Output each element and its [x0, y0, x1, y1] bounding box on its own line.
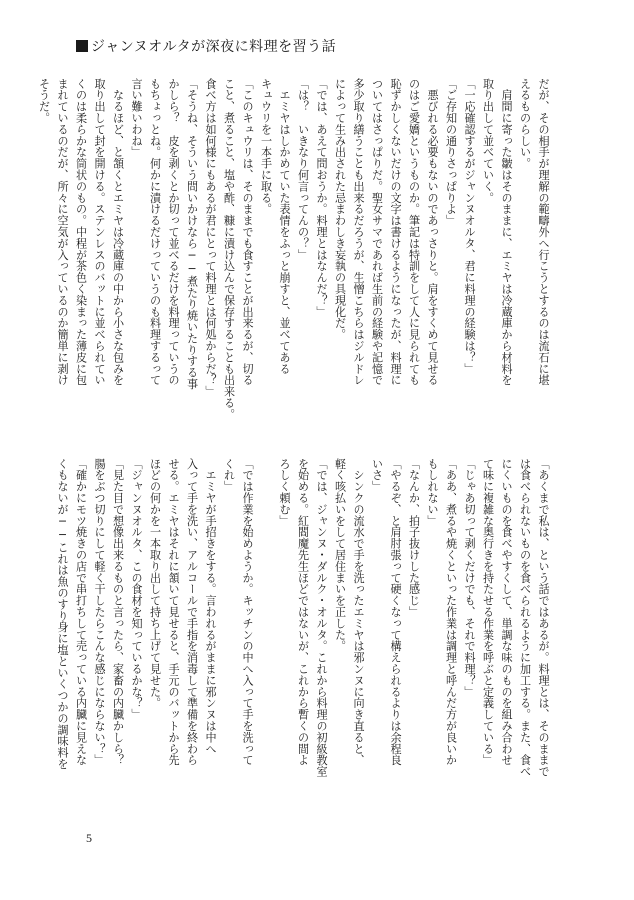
- text-line: 腸をぶつ切りにして軽く干したらこんな感じにならない？」: [93, 458, 106, 766]
- text-line: 「やるぞ、と肩肘張って硬くなって構えられるよりは余程良: [389, 458, 402, 766]
- lower-text-block: [56, 458, 552, 818]
- text-line: によって生み出された忌まわしき妄執の具現化だ。: [333, 78, 347, 341]
- upper-text-block: [37, 78, 552, 432]
- text-line: ろしく頼む」: [278, 458, 291, 527]
- text-line: を始める。紅閻魔先生ほどではないが、これから暫くの間よ: [296, 458, 310, 766]
- text-line: 「ご存知の通りさっぱりよ」: [444, 78, 458, 227]
- text-line: 「あくまで私は、という話ではあるが。料理とは、そのままで: [537, 458, 550, 778]
- text-line: 取り出して並べていく。: [481, 78, 495, 204]
- text-line: 恥ずかしくないだけの文字は書けるようになったが、料理に: [389, 78, 402, 386]
- text-line: くのは柔らかな筒状のもの。中程が茶色く染まった薄皮に包: [74, 78, 88, 386]
- text-line: せる。エミヤはそれに頷いて見せると、手元のバットから先: [167, 458, 180, 766]
- text-line: 「そうね、そういう問いかけなら──煮たり焼いたりする事: [185, 78, 199, 390]
- text-line: エミヤが手招きをする。言われるがままに邪ンヌは中へ: [204, 458, 217, 755]
- page-number: 5: [86, 831, 92, 845]
- text-line: 「見た目で想像出来るものと言ったら、家畜の内臓かしら？: [111, 458, 125, 766]
- text-line: ほどの何かを一本取り出して持ち上げて見せた。: [148, 458, 162, 709]
- text-line: [256, 458, 275, 818]
- text-line: こと、煮ること、塩や酢、糠に漬け込んで保存することも出来る。: [222, 78, 236, 420]
- text-line: 「では作業を始めようか。キッチンの中へ入って手を洗って: [241, 458, 254, 766]
- text-line: 肩間に寄った皺はそのままに、エミヤは冷蔵庫から材料を: [500, 78, 513, 386]
- header-square-mark: [76, 40, 88, 52]
- text-line: 「じゃあ切って剥くだけでも、それで料理？」: [463, 458, 476, 698]
- text-line: もちょっとね。何かに漬けるだけっていうのも料理するって: [148, 78, 162, 386]
- text-line: 悪びれる必要もないのであっさりと。肩をすくめて見せる: [426, 78, 439, 386]
- text-line: 「ああ、煮るや焼くといった作業は調理と呼んだ方が良いか: [444, 458, 458, 766]
- chapter-title: ジャンヌオルタが深夜に料理を習う話: [91, 39, 337, 55]
- text-line: くれ」: [222, 458, 236, 493]
- text-line: 「このキュウリは、そのままでも食すことが出来るが、切る: [241, 78, 254, 386]
- text-line: 「では、あえて問おうか。料理とはなんだ？」: [315, 78, 328, 318]
- text-line: 取り出して封を開ける。ステンレスのバットに並べられてい: [93, 78, 106, 386]
- text-line: 「なんか、拍子抜けした感じ」: [407, 458, 421, 618]
- text-line: 「ジャンヌオルタ、この食材を知っているかな？」: [130, 458, 143, 721]
- text-line: 言い難いわね」: [130, 78, 143, 158]
- text-line: かしら？ 皮を剥くとか切って並べるだけを料理っていうの: [167, 78, 180, 386]
- text-line: 「は？ いきなり何言ってんの？」: [296, 78, 310, 261]
- text-line: くもないが──これは魚のすり身に塩といくつかの調味料を: [56, 458, 69, 770]
- chapter-header: [76, 38, 336, 54]
- text-line: だが、その相手が理解の範疇外へ行こうとするのは流石に堪: [537, 78, 550, 386]
- text-line: いさ」: [370, 458, 384, 493]
- text-line: 入って手を洗い、アルコールで手指を消毒して準備を終わら: [185, 458, 199, 766]
- text-line: のはご愛嬌というものか。筆記は特訓をして人に見られても: [407, 78, 421, 386]
- text-line: 軽く咳払いをして居住まいを正した。: [333, 458, 347, 652]
- text-line: 食べ方は如何様にもあるが君にとって料理とは何処からだ？」: [204, 78, 217, 398]
- text-line: にくいものを食べやすくして、単調な味のものを組み合わせ: [500, 458, 513, 766]
- text-line: なるほど、と頷くとエミヤは冷蔵庫の中から小さな包みを: [111, 78, 125, 386]
- text-line: は食べられないものを食べられるように加工する。また、食べ: [518, 458, 532, 778]
- text-line: えるものらしい。: [518, 78, 532, 170]
- text-line: て味に複雑な奥行きを持たせる作業を呼ぶと定義している」: [481, 458, 495, 766]
- text-line: そうだ。: [37, 78, 51, 124]
- text-line: エミヤはしかめていた表情をふっと崩すと、並べてある: [278, 78, 291, 375]
- text-line: 多少取り繕うことも出来るだろうが、生憎こちらはジルドレ: [352, 78, 365, 386]
- text-line: 「確かにモツ焼きの店で串打ちして売っている内臓に見えな: [74, 458, 88, 766]
- text-line: 「一応確認するがジャンヌオルタ、君に料理の経験は？」: [463, 78, 476, 375]
- text-line: もしれない」: [426, 458, 439, 527]
- text-line: キュウリを一本手に取る。: [259, 78, 273, 215]
- text-line: シンクの流水で手を洗ったエミヤは邪ンヌに向き直ると、: [352, 458, 365, 766]
- text-line: 「では、ジャンヌ・ダルク・オルタ。これから料理の初級教室: [315, 458, 328, 778]
- text-line: ついてはさっぱりだ。聖女サマであれば生前の経験や記憶で: [370, 78, 384, 386]
- text-line: まれているのだが、所々に空気が入っているのか簡単に剥け: [56, 78, 69, 386]
